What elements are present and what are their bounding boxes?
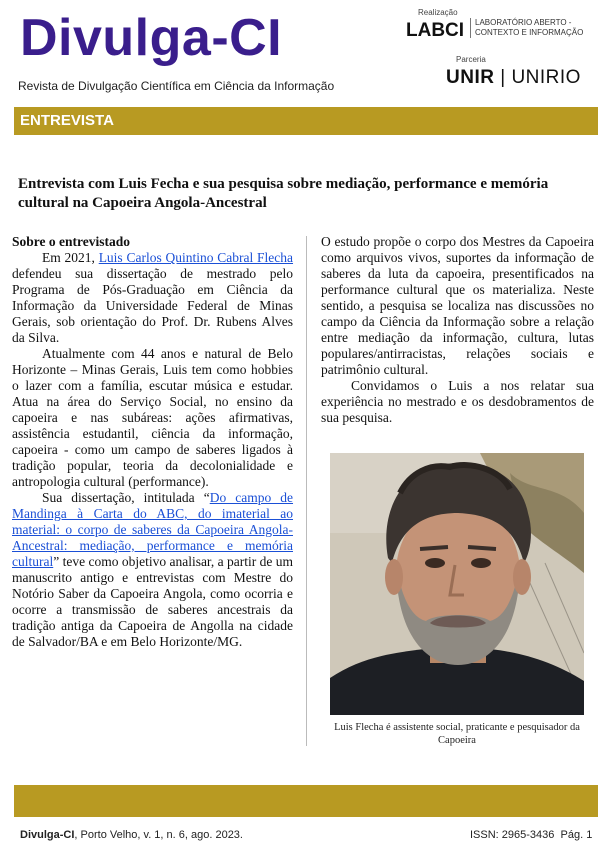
footer-page-number: Pág. 1 <box>560 829 593 841</box>
dissertation-link[interactable]: Do campo de Mandinga à Carta do ABC, do imaterial ao material: o corpo de saberes da Capoeira Angola-Ancestral: mediação, performance e memória cultural <box>12 490 294 569</box>
paragraph-invitation: Convidamos o Luis a nos relatar sua experiência no mestrado e os desdobramentos de sua pesquisa. <box>321 378 594 425</box>
partner-unirio: UNIRIO <box>511 67 581 88</box>
partner-separator: | <box>500 67 506 88</box>
footer-citation <box>20 829 243 841</box>
paragraph-defense <box>12 250 293 346</box>
footer-citation-text: , Porto Velho, v. 1, n. 6, ago. 2023. <box>74 829 243 841</box>
labci-description: LABORATÓRIO ABERTO - CONTEXTO E INFORMAÇÃO <box>470 18 615 38</box>
author-link[interactable]: Luis Carlos Quintino Cabral Flecha <box>98 250 294 265</box>
about-heading: Sobre o entrevistado <box>12 234 130 249</box>
right-column <box>321 234 594 426</box>
paragraph-study: O estudo propõe o corpo dos Mestres da Capoeira como arquivos vivos, suportes da informação de saberes da luta da capoeira, presentificados na performance cultural que os materializa. Neste sentido, a pesquisa se localiza nas discussões no campo da Ciência da Informação sobre a relação entre mediação da informação, cultura, lutas populares/antirracistas, relações sociais e patrimônio cultural. <box>321 234 594 377</box>
journal-subtitle: Revista de Divulgação Científica em Ciência da Informação <box>18 79 335 93</box>
footer-issn-page <box>470 829 592 841</box>
paragraph-dissertation <box>12 490 293 650</box>
interviewee-photo <box>330 453 584 715</box>
paragraph-defense-lead: Em 2021, <box>42 250 99 265</box>
photo-caption: Luis Flecha é assistente social, praticante e pesquisador da Capoeira <box>334 722 580 746</box>
column-divider <box>306 236 307 746</box>
realizacao-label: Realização <box>418 8 458 17</box>
journal-logo: Divulga-CI <box>20 9 283 67</box>
paragraph-bio: Atualmente com 44 anos e natural de Belo Horizonte – Minas Gerais, Luis tem como hobbies o lazer com a família, escutar música e estudar. Atua na área do Serviço Social, no ensino da capoeira e nas subáreas: ações afirmativas, assistência estudantil, ciência da informação, capoeira - como um campo de saberes ligados à tradição popular, teoria da decolonialidade e antropologia cultural (performance). <box>12 346 293 489</box>
left-column <box>12 234 293 650</box>
paragraph-defense-rest: defendeu sua dissertação de mestrado pelo Programa de Pós-Graduação em Ciência da Informação da Universidade Federal de Minas Gerais, sob orientação do Prof. Dr. Rubens Alves da Silva. <box>12 266 293 345</box>
partner-unir: UNIR <box>446 67 495 88</box>
article-headline: Entrevista com Luis Fecha e sua pesquisa sobre mediação, performance e memória cultural na Capoeira Angola-Ancestral <box>18 176 549 211</box>
parceria-label: Parceria <box>456 55 486 64</box>
footer-bar <box>14 785 598 817</box>
section-label: ENTREVISTA <box>20 112 114 129</box>
footer-issn: ISSN: 2965-3436 <box>470 829 555 841</box>
paragraph-dissertation-lead: Sua dissertação, intitulada “ <box>42 490 210 505</box>
labci-logo: LABCI <box>406 20 465 41</box>
paragraph-dissertation-rest: ” teve como objetivo analisar, a partir de um manuscrito antigo e entrevistas com Mestre do Notório Saber da Capoeira Angola, como ocorria e ocorre a transmissão de saberes ancestrais da tradição antiga da Capoeira de Angolla na cidade de Salvador/BA e em Belo Horizonte/MG. <box>12 554 293 649</box>
footer-journal-name: Divulga-CI <box>20 829 75 841</box>
partner-logos <box>446 67 581 89</box>
